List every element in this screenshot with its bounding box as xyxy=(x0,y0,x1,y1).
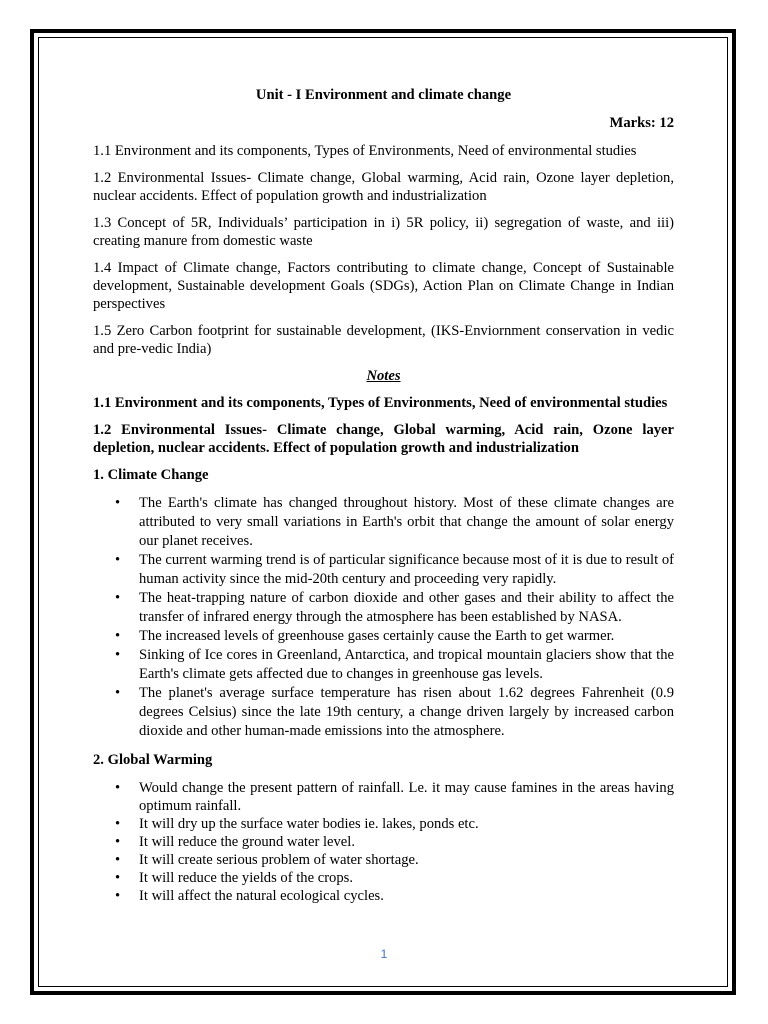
bullet-icon: • xyxy=(115,495,121,511)
list-item xyxy=(93,815,674,833)
list-item xyxy=(93,779,674,815)
bullet-icon: • xyxy=(115,590,121,606)
list-item-text: Would change the present pattern of rainfall. Le. it may cause famines in the areas having optimum rainfall. xyxy=(139,780,674,814)
list-item xyxy=(93,684,674,741)
bullet-icon: • xyxy=(115,780,121,796)
list-item xyxy=(93,869,674,887)
notes-topic-1-1: 1.1 Environment and its components, Types of Environments, Need of environmental studies xyxy=(93,395,668,411)
marks-label: Marks: 12 xyxy=(609,115,674,131)
syllabus-item-1-3: 1.3 Concept of 5R, Individuals’ participation in i) 5R policy, ii) segregation of waste, and iii) creating manure from domestic waste xyxy=(93,215,674,249)
list-item-text: It will create serious problem of water shortage. xyxy=(139,852,419,868)
list-item xyxy=(93,494,674,551)
list-item-text: The Earth's climate has changed throughout history. Most of these climate changes are attributed to very small variations in Earth's orbit that change the amount of solar energy our planet receives. xyxy=(139,495,674,549)
climate-change-heading: 1. Climate Change xyxy=(93,467,209,483)
list-item xyxy=(93,589,674,627)
list-item-text: It will reduce the ground water level. xyxy=(139,834,355,850)
document-body xyxy=(93,86,674,915)
list-item-text: The increased levels of greenhouse gases certainly cause the Earth to get warmer. xyxy=(139,628,615,644)
bullet-icon: • xyxy=(115,834,121,850)
list-item xyxy=(93,833,674,851)
bullet-icon: • xyxy=(115,870,121,886)
list-item-text: It will dry up the surface water bodies ie. lakes, ponds etc. xyxy=(139,816,479,832)
bullet-icon: • xyxy=(115,816,121,832)
notes-topic-1-2: 1.2 Environmental Issues- Climate change, Global warming, Acid rain, Ozone layer depletion, nuclear accidents. Effect of population growth and industrialization xyxy=(93,422,674,456)
list-item-text: It will affect the natural ecological cycles. xyxy=(139,888,384,904)
list-item xyxy=(93,627,674,646)
list-item-text: The current warming trend is of particular significance because most of it is due to result of human activity since the mid-20th century and proceeding very rapidly. xyxy=(139,552,674,587)
syllabus-item-1-2: 1.2 Environmental Issues- Climate change, Global warming, Acid rain, Ozone layer depletion, nuclear accidents. Effect of population growth and industrialization xyxy=(93,170,674,204)
bullet-icon: • xyxy=(115,552,121,568)
climate-change-list xyxy=(93,494,674,741)
global-warming-heading: 2. Global Warming xyxy=(93,752,213,768)
bullet-icon: • xyxy=(115,685,121,701)
bullet-icon: • xyxy=(115,888,121,904)
list-item xyxy=(93,887,674,905)
bullet-icon: • xyxy=(115,647,121,663)
global-warming-list xyxy=(93,779,674,905)
bullet-icon: • xyxy=(115,628,121,644)
unit-title: Unit - I Environment and climate change xyxy=(255,87,512,103)
list-item xyxy=(93,551,674,589)
bullet-icon: • xyxy=(115,852,121,868)
syllabus-item-1-1: 1.1 Environment and its components, Types of Environments, Need of environmental studies xyxy=(93,143,637,159)
list-item-text: The heat-trapping nature of carbon dioxide and other gases and their ability to affect the transfer of infrared energy through the atmosphere has been established by NASA. xyxy=(139,590,674,625)
list-item xyxy=(93,851,674,869)
list-item-text: It will reduce the yields of the crops. xyxy=(139,870,353,886)
notes-heading: Notes xyxy=(366,368,401,384)
syllabus-item-1-4: 1.4 Impact of Climate change, Factors contributing to climate change, Concept of Sustainable development, Sustainable development Goals (SDGs), Action Plan on Climate Change in Indian perspectives xyxy=(93,260,674,312)
syllabus-item-1-5: 1.5 Zero Carbon footprint for sustainable development, (IKS-Enviornment conservation in vedic and pre-vedic India) xyxy=(93,323,674,357)
list-item xyxy=(93,646,674,684)
page-number: 1 xyxy=(380,947,388,961)
list-item-text: The planet's average surface temperature has risen about 1.62 degrees Fahrenheit (0.9 degrees Celsius) since the late 19th century, a change driven largely by increased carbon dioxide and other human-made emissions into the atmosphere. xyxy=(139,685,674,739)
list-item-text: Sinking of Ice cores in Greenland, Antarctica, and tropical mountain glaciers show that the Earth's climate gets affected due to changes in greenhouse gas levels. xyxy=(139,647,674,682)
